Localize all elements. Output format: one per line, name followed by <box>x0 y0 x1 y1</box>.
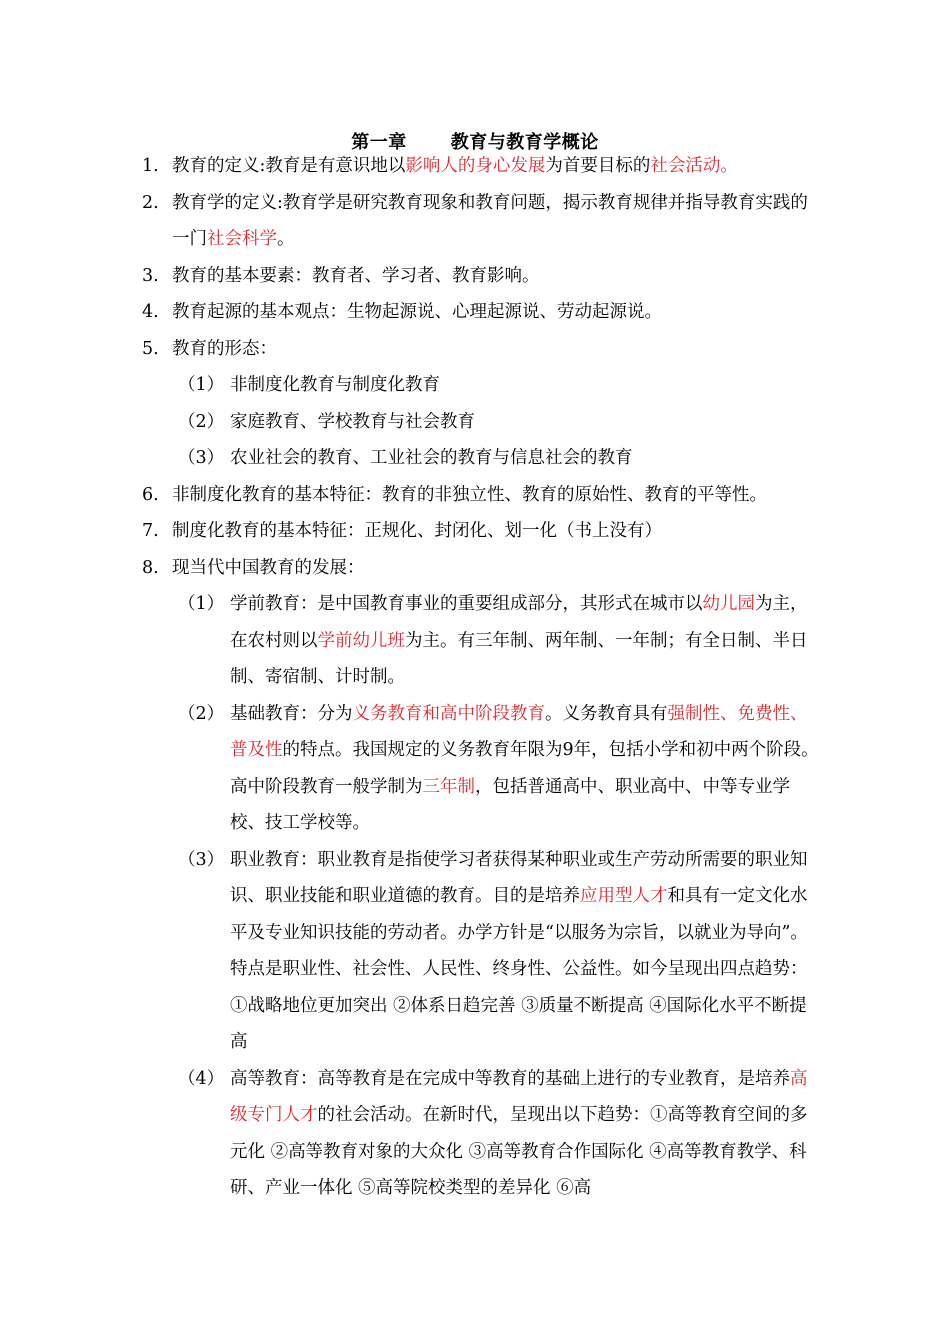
list-item-number: 3. <box>142 265 159 286</box>
highlighted-text: 影响人的身心发展 <box>405 156 546 176</box>
sub-list-item <box>142 367 822 404</box>
list-item <box>142 294 822 331</box>
chapter-content <box>142 148 822 1207</box>
highlighted-text: 高级专门人才 <box>230 1068 808 1125</box>
sub-list-item <box>142 404 822 441</box>
text-run: 高等教育：高等教育是在完成中等教育的基础上进行的专业教育，是培养 <box>230 1068 790 1089</box>
text-run: 职业教育：职业教育是指使学习者获得某种职业或生产劳动所需要的职业知识、职业技能和职业道德的教育。目的是培养 <box>230 849 808 906</box>
list-item-number: 5. <box>142 338 159 359</box>
chapter-name: 教育与教育学概论 <box>450 132 599 153</box>
text-run: 为主。有三年制、两年制、一年制；有全日制、半日制、寄宿制、计时制。 <box>230 630 808 687</box>
list-item <box>142 148 822 185</box>
text-run: 教育的定义:教育是有意识地以 <box>172 156 406 176</box>
highlighted-text: 应用型人才 <box>580 886 668 906</box>
text-run: 现当代中国教育的发展： <box>172 557 365 578</box>
sub-list-item-number: （1） <box>178 375 225 395</box>
list-item-number: 2. <box>142 192 159 213</box>
list-item <box>142 258 822 295</box>
list-item <box>142 185 822 258</box>
list-item <box>142 550 822 587</box>
text-run: 的社会活动。在新时代，呈现出以下趋势：①高等教育空间的多元化 ②高等教育对象的大众化 ③高等教育合作国际化 ④高等教育教学、科研、产业一体化 ⑤高等院校类型的差异化 ⑥高 <box>230 1105 808 1198</box>
sub-list-item <box>142 1061 822 1207</box>
list-item-number: 8. <box>142 557 159 578</box>
highlighted-text: 社会活动。 <box>650 156 738 176</box>
highlighted-text: 社会科学 <box>207 229 277 249</box>
text-run: 为主，在农村则以 <box>230 594 808 651</box>
sub-list-item-number: （4） <box>178 1068 225 1089</box>
text-run: 基础教育：分为 <box>230 703 353 724</box>
sub-list-item <box>142 586 822 696</box>
sub-list-item-number: （1） <box>178 594 225 614</box>
list-item-number: 1. <box>142 156 159 176</box>
highlighted-text: 幼儿园 <box>702 594 755 614</box>
text-run: 和具有一定文化水平及专业知识技能的劳动者。办学方针是“以服务为宗旨，以就业为导向”。特点是职业性、社会性、人民性、终身性、公益性。如今呈现出四点趋势：①战略地位更加突出 ②体系日趋完善 ③质量不断提高 ④国际化水平不断提高 <box>230 886 808 1052</box>
text-run: ，包括普通高中、职业高中、中等专业学校、技工学校等。 <box>230 776 790 833</box>
list-item-number: 4. <box>142 302 159 322</box>
sub-list-item <box>142 440 822 477</box>
highlighted-text: 强制性、免费性、普及性 <box>230 703 808 760</box>
text-run: 。 <box>277 229 295 249</box>
list-item-number: 7. <box>142 521 159 541</box>
chapter-number: 第一章 <box>351 132 407 153</box>
sub-list-item-number: （2） <box>178 411 225 432</box>
sub-list-item <box>142 842 822 1061</box>
sub-list-item-number: （3） <box>178 849 225 870</box>
sub-list-item-number: （3） <box>178 448 225 468</box>
text-run: 的特点。我国规定的义务教育年限为9年，包括小学和初中两个阶段。高中阶段教育一般学制为 <box>230 740 819 797</box>
text-run: 非制度化教育与制度化教育 <box>230 375 440 395</box>
text-run: 学前教育：是中国教育事业的重要组成部分，其形式在城市以 <box>230 594 703 614</box>
text-run: 教育学的定义:教育学是研究教育现象和教育问题，揭示教育规律并指导教育实践的一门 <box>172 192 808 249</box>
text-run: 制度化教育的基本特征：正规化、封闭化、划一化（书上没有） <box>172 521 662 541</box>
text-run: 教育的形态： <box>172 338 277 359</box>
highlighted-text: 三年制 <box>422 776 475 797</box>
list-item-number: 6. <box>142 484 159 505</box>
text-run: 教育起源的基本观点：生物起源说、心理起源说、劳动起源说。 <box>172 302 662 322</box>
sub-list-item <box>142 696 822 842</box>
list-item <box>142 331 822 368</box>
highlighted-text: 学前幼儿班 <box>317 630 405 651</box>
text-run: 。义务教育具有 <box>545 703 668 724</box>
highlighted-text: 义务教育和高中阶段教育 <box>352 703 545 724</box>
text-run: 农业社会的教育、工业社会的教育与信息社会的教育 <box>230 448 633 468</box>
list-item <box>142 477 822 514</box>
text-run: 非制度化教育的基本特征：教育的非独立性、教育的原始性、教育的平等性。 <box>172 484 767 505</box>
list-item <box>142 513 822 550</box>
text-run: 教育的基本要素：教育者、学习者、教育影响。 <box>172 265 540 286</box>
sub-list-item-number: （2） <box>178 703 225 724</box>
text-run: 为首要目标的 <box>545 156 651 176</box>
text-run: 家庭教育、学校教育与社会教育 <box>230 411 475 432</box>
